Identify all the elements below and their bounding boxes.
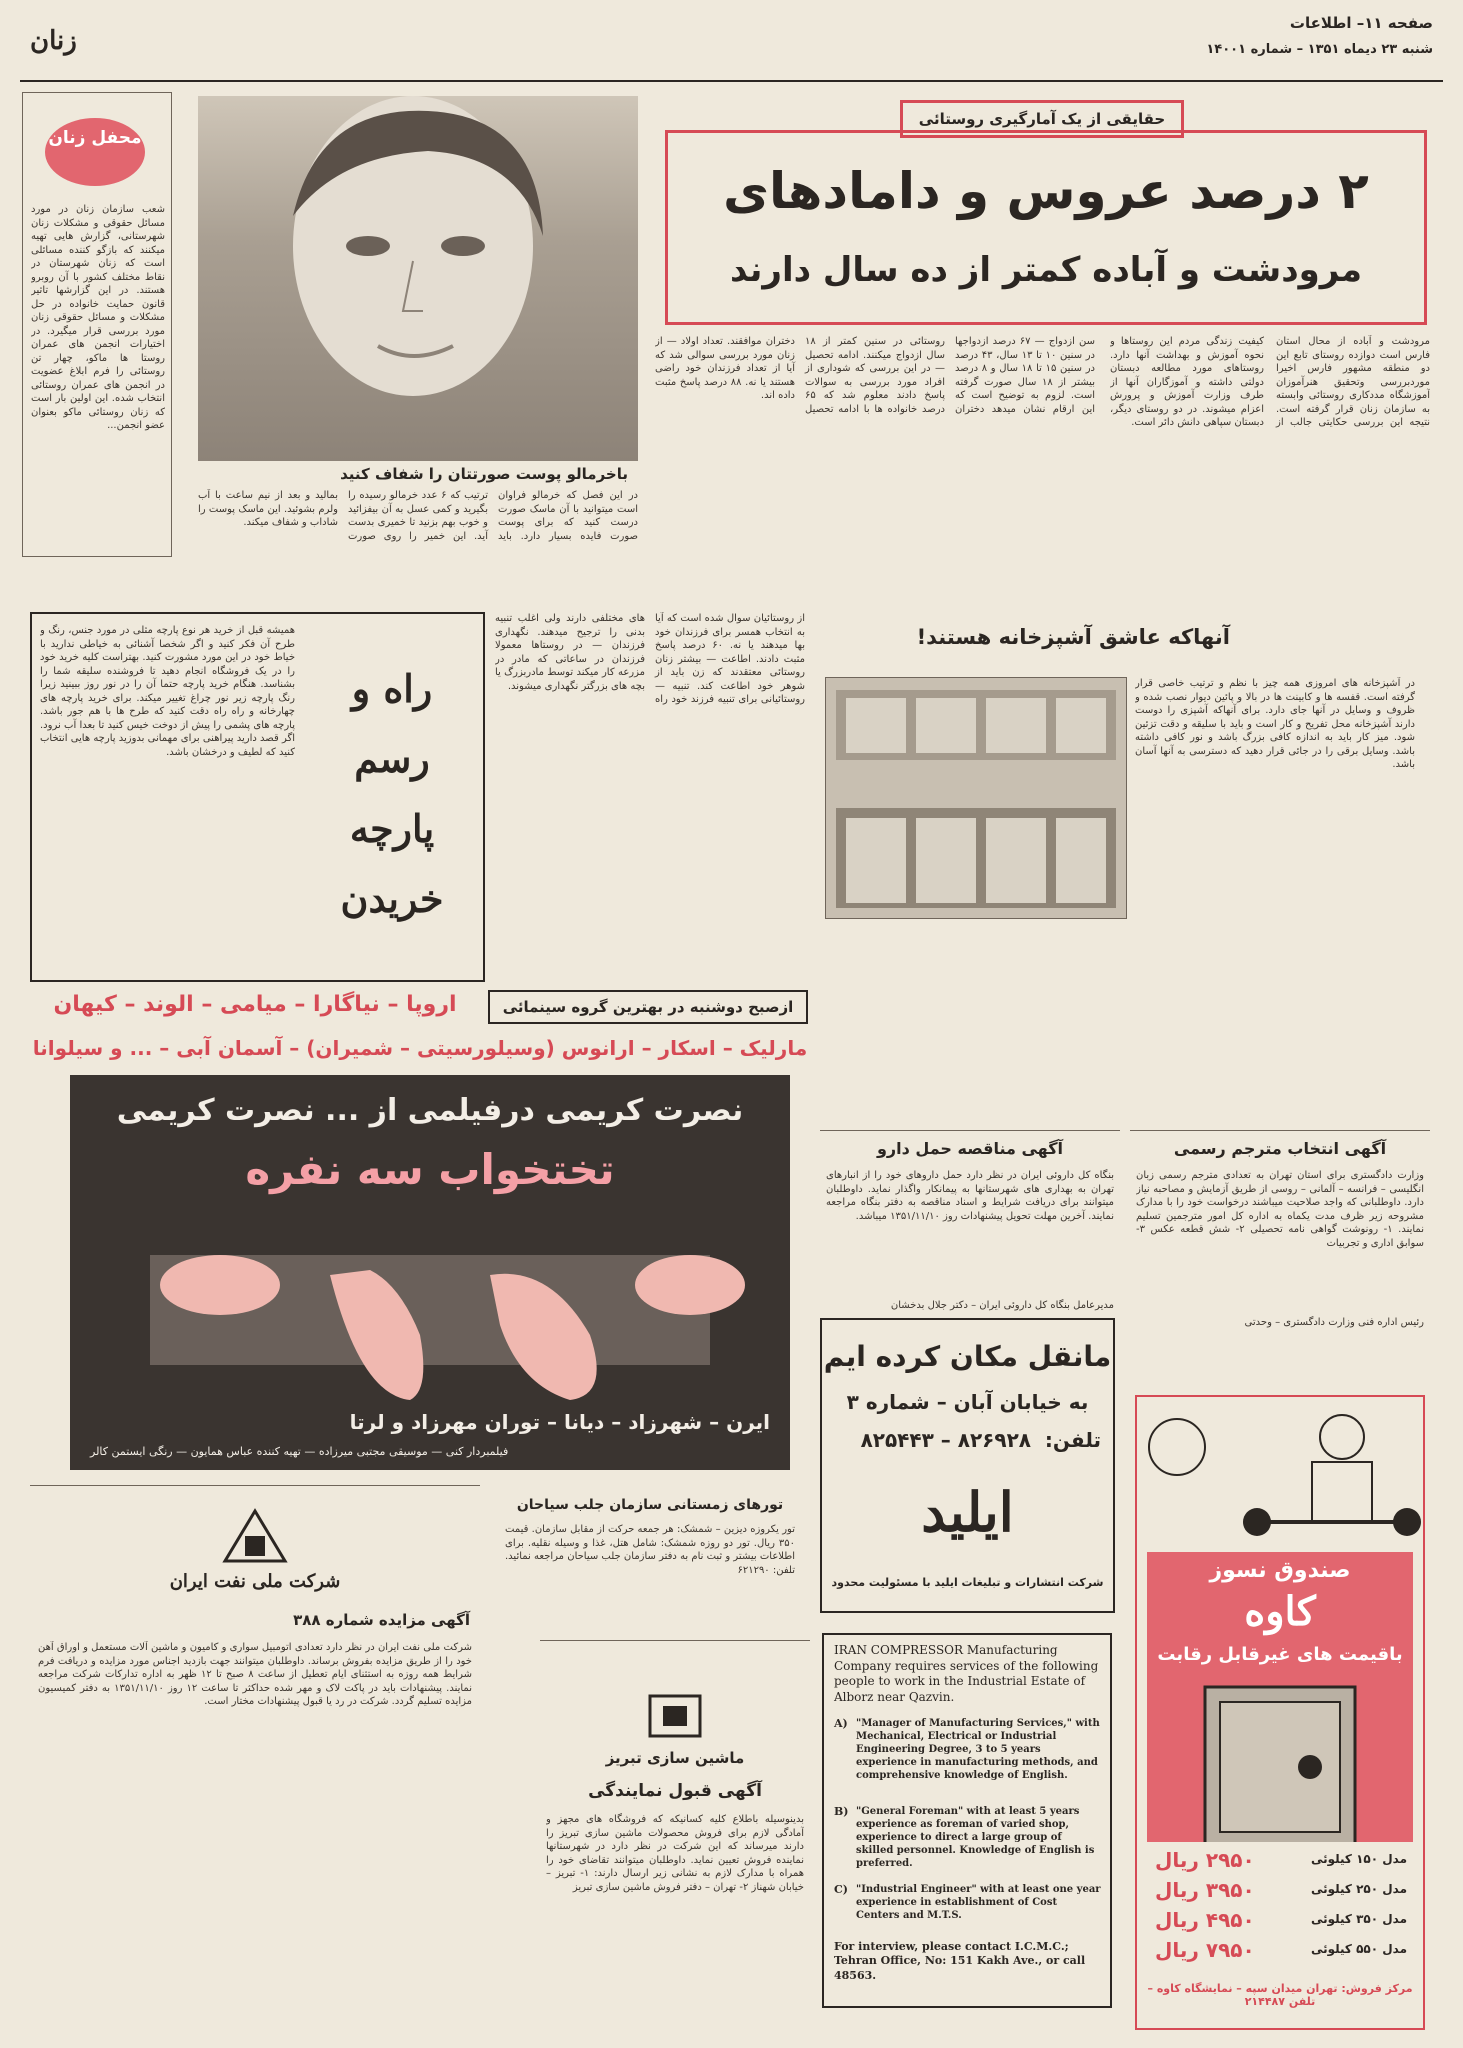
kitchen-title: آنهاکه عاشق آشپزخانه هستند!	[916, 625, 1230, 649]
relocation-logo: ایلید	[921, 1480, 1014, 1544]
safe-row	[1147, 1908, 1413, 1936]
safe-row-price: ۳۹۵۰ ریال	[1155, 1878, 1255, 1902]
relocation-footer: شرکت انتشارات و تبلیغات ایلید با مسئولیت محدود	[831, 1576, 1104, 1589]
translator-body: وزارت دادگستری برای استان تهران به تعدادی مترجم رسمی زبان انگلیسی – فرانسه – آلمانی – روسی از طریق آزمایش و مصاحبه نیاز دارد. داوطلبانی که واجد صلاحیت میباشند درخواست خود را با مدارک مشروحه زیر ظرف مدت یکماه به اداره کل امور مترجمین تسلیم نمایند. ۱- رونوشت گواهی نامه تحصیلی ۲- شش قطعه عکس ۳- سوابق اداری و تجربیات	[1136, 1170, 1424, 1249]
relocation-phones: ۸۲۶۹۲۸ – ۸۲۵۴۴۳	[860, 1428, 1031, 1452]
tabriz-company: ماشین سازی تبریز	[605, 1749, 745, 1767]
mallow-body: در این فصل که خرمالو فراوان است میتوانید با آن ماسک صورت درست کنید که برای پوست صورت فایده بسیار دارد. باید ترتیب که ۶ عدد خرمالو رسیده را بگیرید و کمی عسل به آن بیفزائید و خوب بهم بزنید تا خمیری بدست آید. این خمیر را روی صورت بمالید و بعد از نیم ساعت با آب ولرم بشوئید. این ماسک پوست را شاداب و شفاف میکند.	[198, 490, 638, 542]
relocation-address: به خیابان آبان – شماره ۳	[846, 1390, 1089, 1414]
fabric-title: راه و رسم پارچه خریدن	[340, 666, 444, 921]
masthead	[20, 8, 1443, 82]
kitchen-body: در آشپزخانه های امروزی همه چیز با نظم و ترتیب خاصی قرار گرفته است. قفسه ها و کابینت ها در بالا و پائین دیوار نصب شده و ظروف و وسایل در آنها جای دارد. برای آنهاکه آشپزی را دوست دارند آشپزخانه محل تفریح و کار است و باید با سلیقه و دقت تزئین شود. میز کار باید به اندازه کافی بزرگ باشد و نور کافی داشته باشد. وسایل برقی را در جائی قرار دهید که دسترسی به آنها آسان باشد.	[1135, 678, 1415, 770]
woman-portrait-photo	[198, 96, 638, 461]
fabric-body: همیشه قبل از خرید هر نوع پارچه مثلی در مورد جنس، رنگ و طرح آن فکر کنید و اگر شخصا آشنائی به خیاطی ندارید با خیاط خود در این مورد مشورت کنید. بهتراست کلیه خرید خود را در یک فروشگاه انجام دهید تا فروشنده سلیقه شما را بشناسد. هنگام خرید پارچه حتما آن را در نور روز ببینید زیرا رنگ پارچه زیر نور چراغ تغییر میکند. برای خرید پارچه های چهارخانه و راه راه دقت کنید که طرح ها با هم جور باشد. پارچه های پشمی را پیش از دوخت خیس کنید تا بعدا آب نرود. اگر قصد دارید پیراهنی برای مهمانی بدوزید پارچه هایی انتخاب کنید که لطیف و درخشان باشد.	[40, 625, 295, 758]
safe-tagline: باقیمت های غیرقابل رقابت	[1157, 1644, 1403, 1665]
lead-body-1: مرودشت و آباده از محال استان فارس است دوازده روستای تابع این دو منطقه مشهور فارس اخیرا موردبررسی وتحقیق هنرآموزان آموزشگاه مددکاری روستائی وابسته به سازمان زنان قرار گرفته است. نتیجه این بررسی حکایتی جالب از کیفیت زندگی مردم این روستاها و نحوه آموزش و بهداشت آنها دارد. روستاهای مورد مطالعه دبستان دولتی داشته و آموزگاران آنها از طرف وزارت آموزش و پرورش اعزام میشوند. در دو روستای دیگر، دبستان سپاهی دانش دائر است.	[1110, 336, 1430, 428]
safe-row-price: ۲۹۵۰ ریال	[1155, 1848, 1255, 1872]
oil-company-name: شرکت ملی نفت ایران	[169, 1571, 341, 1592]
oil-auction-body: شرکت ملی نفت ایران در نظر دارد تعدادی اتومبیل سواری و کامیون و ماشین آلات مستعمل و اوراق آهن خود را از طریق مزایده بفروش برساند. داوطلبان میتوانند جهت بازدید اجناس مورد مزایده و دریافت فرم شرایط همه روزه به استثنای ایام تعطیل از ساعت ۸ صبح تا ۱۲ ظهر به اداره تدارکات شرکت مراجعه نمایند. پیشنهادات باید در پاکت لاک و مهر شده حداکثر تا ساعت ۱۲ روز ۱۳۵۱/۱۱/۱۰ به دفتر کمیسیون مزایده تسلیم گردد. شرکت در رد یا قبول پیشنهادات مختار است.	[38, 1642, 472, 1707]
kitchen-photo	[825, 677, 1127, 919]
translator-title: آگهی انتخاب مترجم رسمی	[1173, 1139, 1387, 1158]
tours-body: تور یکروزه دیزین – شمشک: هر جمعه حرکت از مقابل سازمان. قیمت ۳۵۰ ریال. تور دو روزه شمشک: شامل هتل، غذا و وسیله نقلیه. برای اطلاعات بیشتر و ثبت نام به دفتر سازمان جلب سیاحان مراجعه نمائید. تلفن: ۶۲۱۲۹۰	[505, 1524, 795, 1576]
safe-row-model: مدل ۵۵۰ کیلوئی	[1310, 1942, 1407, 1956]
compressor-ad	[822, 1633, 1112, 2008]
film-feet-illustration	[70, 1215, 790, 1405]
relocation-title: مانقل مکان کرده ایم	[823, 1340, 1112, 1373]
relocation-ad	[820, 1318, 1115, 1613]
lead-headline-box	[665, 130, 1427, 325]
film-ad	[70, 1075, 790, 1470]
drug-tender-body: بنگاه کل داروئی ایران در نظر دارد حمل داروهای خود را از انبارهای تهران به بهداری های شهرستانها به پیمانکار واگذار نماید. داوطلبان میتوانند برای دریافت شرایط و اسناد مناقصه به دفتر بنگاه مراجعه نمایند. آخرین مهلت تحویل پیشنهادات روز ۱۳۵۱/۱۱/۱۰ میباشد.	[826, 1170, 1114, 1222]
cinema-line-1: اروپا – نیاگارا – میامی – الوند – کیهان	[53, 992, 457, 1017]
cinema-line-2: مارلیک – اسکار – ارانوس (وسیلورسیتی – شمیران) – آسمان آبی – ... و سیلوانا	[32, 1036, 808, 1060]
tours-title: تورهای زمستانی سازمان جلب سیاحان	[516, 1497, 784, 1513]
lead-body-2: سن ازدواج — ۶۷ درصد ازدواجها در سنین ۱۰ تا ۱۳ سال، ۴۳ درصد در سنین ۱۵ تا ۱۸ سال و ۸ درصد بیشتر از ۱۸ سال صورت گرفته است. لزوم به توضیح است که این ارقام نشان میدهد دختران روستائی در سنین کمتر از ۱۸ سال ازدواج میکنند. ادامه تحصیل — در این بررسی که شوداری از افراد مورد بررسی به سوالات پاسخ دادند معلوم شد که ۶۵ درصد خانواده ها با ادامه تحصیل دختران موافقند. تعداد اولاد — از زنان مورد بررسی سوالی شد که آیا از تعداد فرزندان خود راضی هستند یا نه. ۸۸ درصد پاسخ مثبت داده اند.	[655, 336, 1095, 415]
mahfel-badge-label: محفل زنان	[48, 128, 142, 148]
compressor-item-text: "Manager of Manufacturing Services," with Mechanical, Electrical or Industrial Engineering Degree, 3 to 5 years experience in manufacturing methods, and comprehensive knowledge of English.	[856, 1718, 1100, 1781]
translator-sign: رئیس اداره فنی وزارت دادگستری – وحدتی	[1244, 1317, 1424, 1328]
portrait-illustration	[198, 96, 638, 461]
mallow-title: باخرمالو پوست صورتتان را شفاف کنید	[340, 465, 628, 483]
safe-row	[1147, 1878, 1413, 1906]
drug-tender-sign: مدیرعامل بنگاه کل داروئی ایران – دکتر جلال بدخشان	[890, 1300, 1114, 1311]
safe-illustration	[1200, 1682, 1360, 1852]
safe-title: صندوق نسوز	[1209, 1558, 1351, 1583]
compressor-contact: For interview, please contact I.C.M.C.; Tehran Office, No: 151 Kakh Ave., or call 48563.	[834, 1940, 1086, 1982]
oil-auction-title: آگهی مزایده شماره ۳۸۸	[293, 1611, 470, 1629]
tabriz-title: آگهی قبول نمایندگی	[588, 1781, 762, 1801]
section-title: زنان	[30, 26, 77, 56]
safe-row	[1147, 1848, 1413, 1876]
film-cast: ایرن – شهرزاد – دیانا – توران مهرزاد و لرتا	[349, 1410, 770, 1434]
compressor-item-tag: B)	[834, 1805, 849, 1818]
safe-footer: مرکز فروش: تهران میدان سپه – نمایشگاه کاوه – تلفن ۲۱۴۴۸۷	[1147, 1982, 1413, 2008]
safe-ad	[1135, 1395, 1425, 2030]
tours-ad	[490, 1493, 810, 1623]
safe-price-list	[1147, 1842, 1413, 1972]
drug-tender-ad	[820, 1130, 1120, 1331]
tabriz-agency-ad	[540, 1640, 810, 2036]
relocation-phone-label: تلفن:	[1044, 1428, 1101, 1452]
safe-row	[1147, 1938, 1413, 1966]
cinema-header-box	[488, 990, 808, 1024]
family-survey-body: از روستائیان سوال شده است که آیا به انتخاب همسر برای فرزندان خود بها میدهند یا نه. ۶۰ درصد پاسخ مثبت دادند. اطاعت — بیشتر زنان روستائی معتقدند که زن باید از شوهر خود اطاعت کند. تنبیه — روستائیانی برای تنبیه فرزند خود راه های مختلفی دارند ولی اغلب تنبیه بدنی را ترجیح میدهند. نگهداری فرزندان — در روستاها معمولا فرزندان در ساعاتی که مادر در مزرعه کار میکند توسط مادربزرگ یا بچه های بزرگتر نگهداری میشوند.	[495, 613, 805, 705]
safe-row-model: مدل ۲۵۰ کیلوئی	[1310, 1882, 1407, 1896]
cinema-header: ازصبح دوشنبه در بهترین گروه سینمائی	[502, 998, 794, 1016]
kitchen-article	[820, 615, 1430, 1120]
tabriz-logo-icon	[645, 1691, 705, 1741]
lead-headline-2: مرودشت و آباده کمتر از ده سال دارند	[729, 250, 1363, 290]
drug-tender-title: آگهی مناقصه حمل دارو	[876, 1139, 1064, 1158]
mallow-article	[198, 465, 638, 560]
safe-row-price: ۷۹۵۰ ریال	[1155, 1938, 1255, 1962]
safe-row-model: مدل ۱۵۰ کیلوئی	[1310, 1852, 1407, 1866]
compressor-item-tag: C)	[834, 1883, 848, 1896]
mahfel-body: شعب سازمان زنان در مورد مسائل حقوقی و مشکلات زنان شهرستانی، گزارش هایی تهیه میکنند که بازگو کننده مسائلی است که زنان شهرستان در نقاط مختلف کشور با آن روبرو هستند. در این گزارشها تاثیر قانون حمایت خانواده در حل مشکلات و مسائل حقوقی زنان مورد بررسی قرار میگیرد. در اختیارات انجمن های عمران روستا ها ماکو، چهار تن روستائی را فرم ابلاغ عضویت در انجمن های عمران روستائی انتخاب شده. این اولین بار است که زنان روستائی ماکو بعنوان عضو انجمن...	[31, 204, 165, 431]
film-star-title: نصرت کریمی درفیلمی از ... نصرت کریمی	[116, 1093, 744, 1128]
compressor-item-text: "General Foreman" with at least 5 years experience as foreman of varied shop, experience to direct a large group of skilled personnel. Knowledge of English is preferred.	[856, 1806, 1095, 1869]
page-number: صفحه ۱۱– اطلاعات	[1289, 14, 1433, 32]
safe-row-price: ۴۹۵۰ ریال	[1155, 1908, 1255, 1932]
film-title: تختخواب سه نفره	[245, 1145, 615, 1194]
weightlifter-illustration	[1137, 1402, 1423, 1552]
mahfel-column	[22, 92, 172, 557]
safe-brand: کاوه	[1244, 1588, 1316, 1635]
lead-kicker: حقایقی از یک آمارگیری روستائی	[918, 110, 1166, 128]
lead-headline-1: ۲ درصد عروس و دامادهای	[723, 162, 1369, 220]
issue-date: شنبه ۲۳ دیماه ۱۳۵۱ – شماره ۱۴۰۰۱	[1206, 42, 1433, 57]
nioc-logo-icon	[220, 1506, 290, 1566]
translator-ad	[1130, 1130, 1430, 1351]
safe-row-model: مدل ۳۵۰ کیلوئی	[1310, 1912, 1407, 1926]
compressor-item-text: "Industrial Engineer" with at least one year experience in establishment of Cost Centers and M.T.S.	[856, 1884, 1101, 1921]
oil-auction-ad	[30, 1485, 480, 2036]
compressor-intro: IRAN COMPRESSOR Manufacturing Company requires services of the following people to work in the Industrial Estate of Alborz near Qazvin.	[834, 1643, 1099, 1704]
tabriz-body: بدینوسیله باطلاع کلیه کسانیکه که فروشگاه های مجهز و آمادگی لازم برای فروش محصولات ماشین سازی تبریز را دارند میرساند که این شرکت در نظر دارد در شهرستانها نماینده فروش تعیین نماید. داوطلبان میتوانند تقاضای خود را همراه با مدارک لازم به نشانی زیر ارسال دارند: ۱- تبریز – خیابان شهناز ۲- تهران – دفتر فروش ماشین سازی تبریز	[546, 1814, 804, 1893]
compressor-item-tag: A)	[834, 1717, 848, 1730]
kitchen-illustration	[826, 678, 1126, 918]
fabric-article	[30, 612, 485, 982]
film-credits: فیلمبردار کنی — موسیقی مجتبی میرزاده — تهیه کننده عباس همایون — رنگی ایستمن کالر	[90, 1445, 509, 1458]
mahfel-badge	[45, 118, 145, 186]
